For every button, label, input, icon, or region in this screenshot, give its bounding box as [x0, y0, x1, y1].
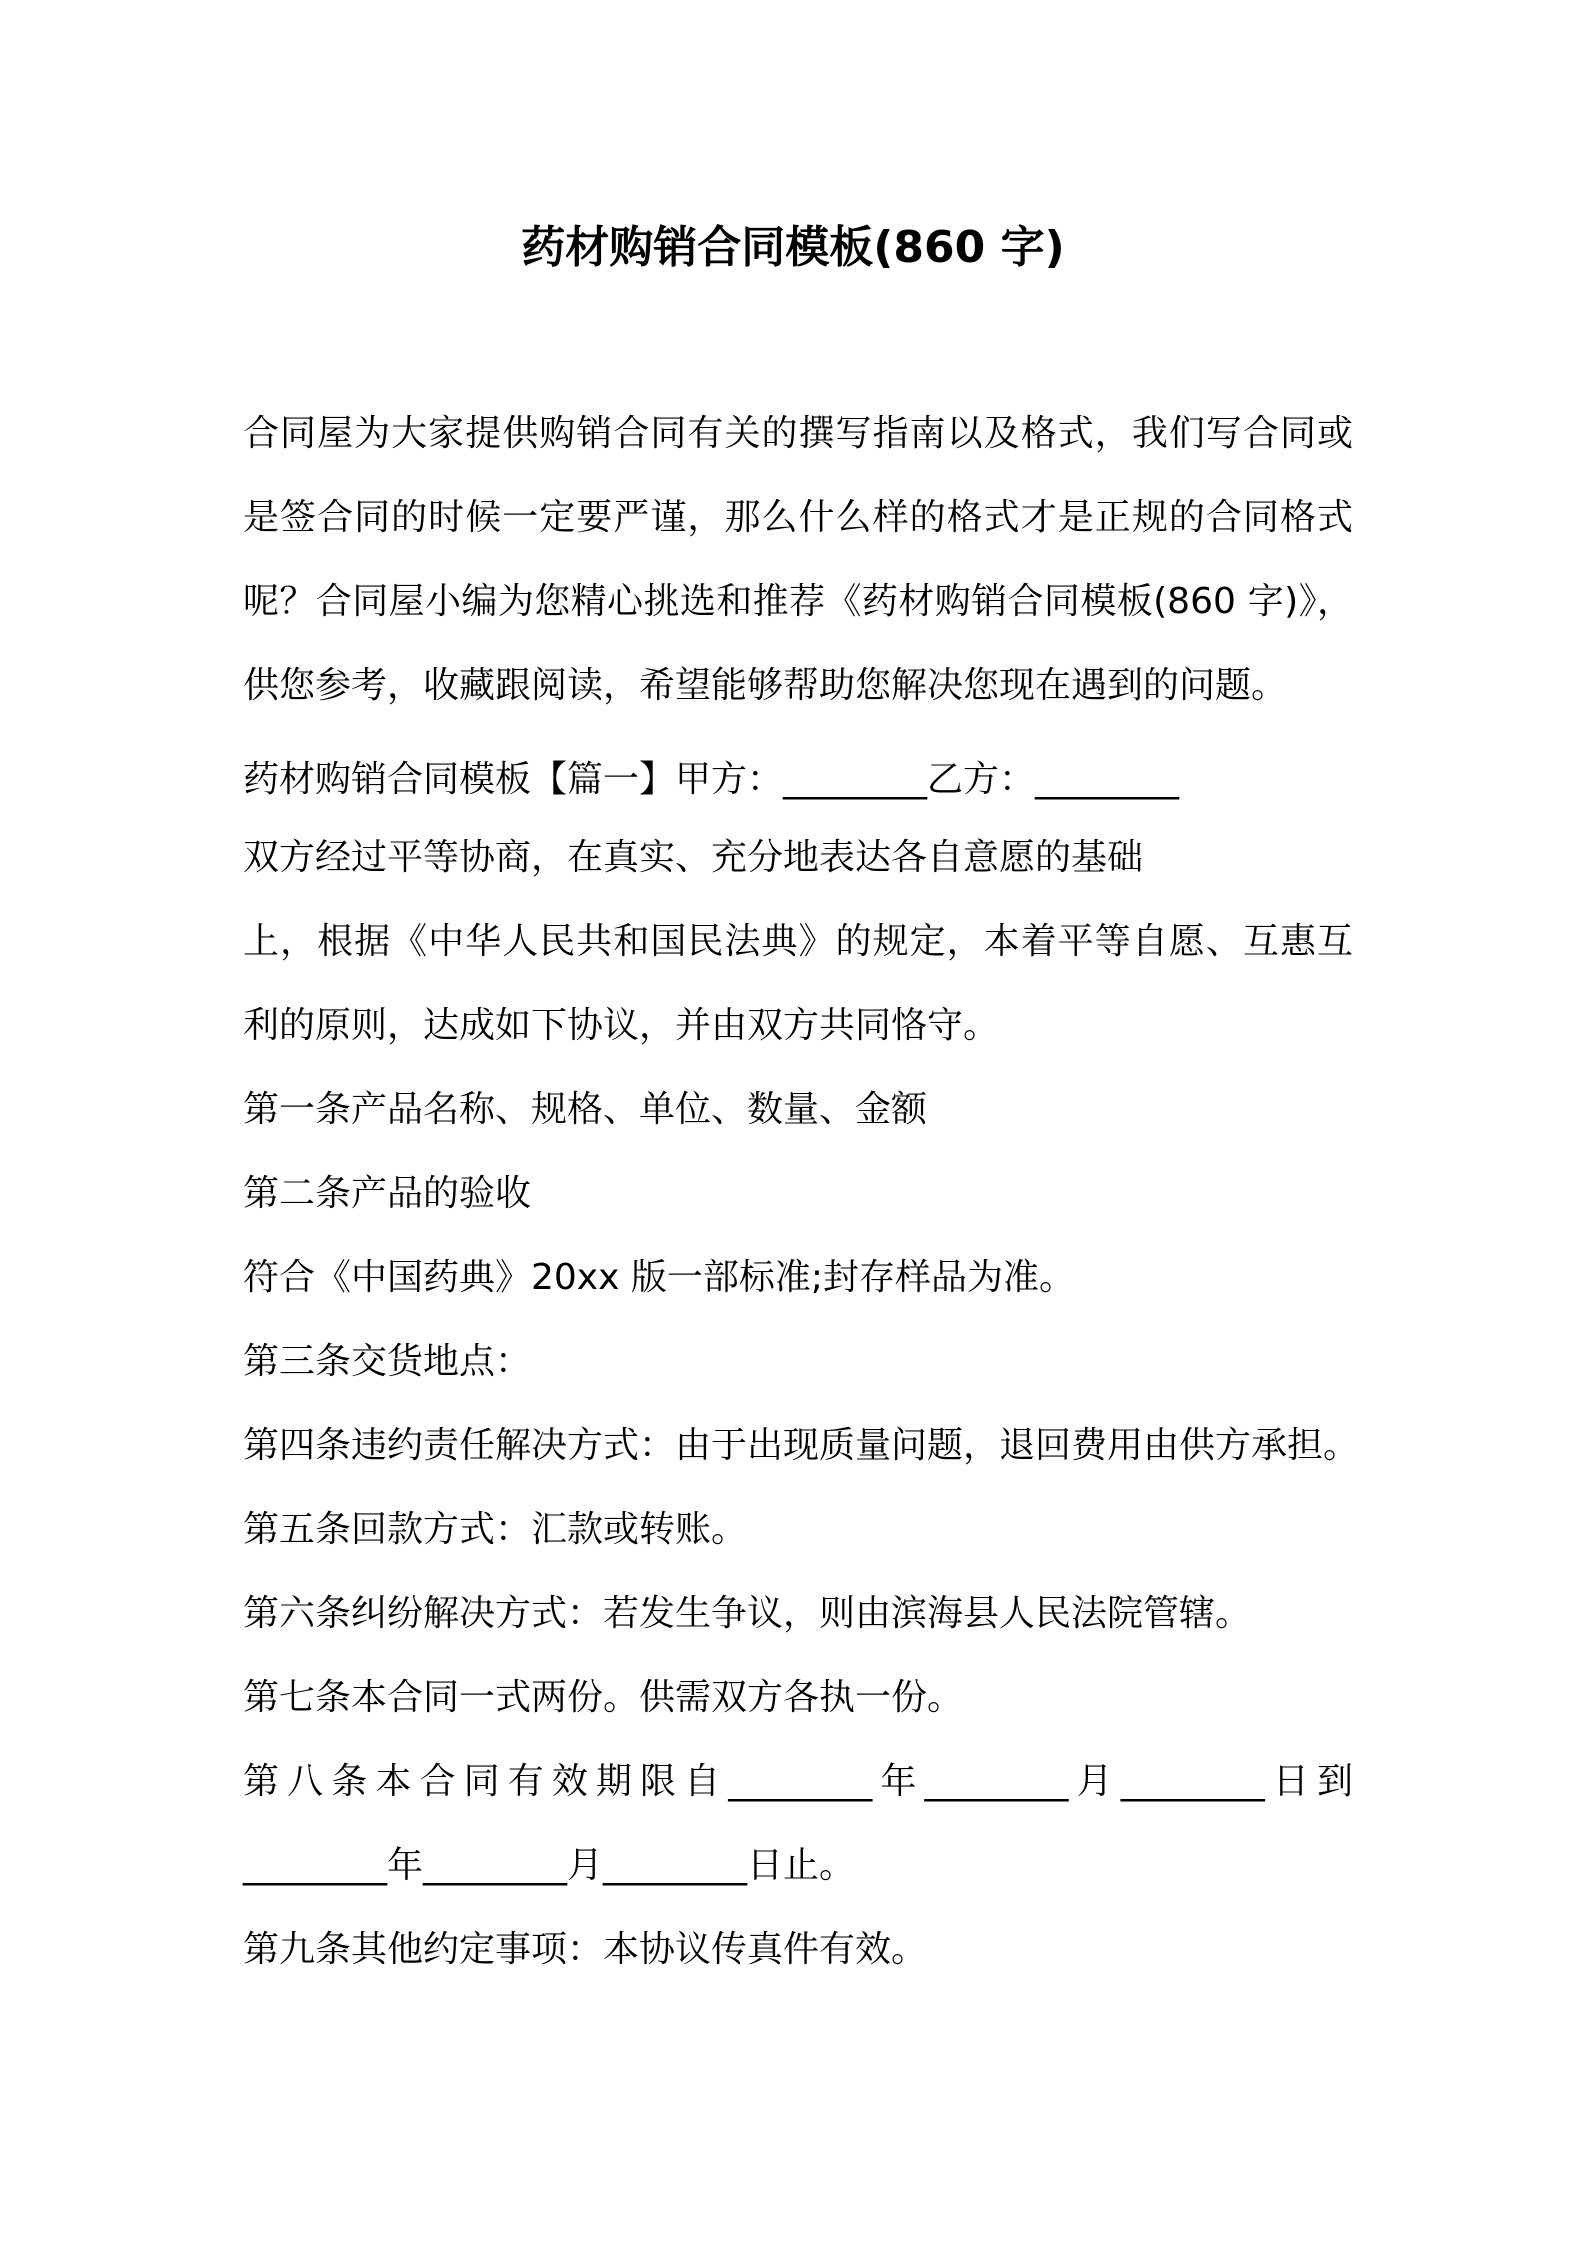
intro-line-3: 呢？合同屋小编为您精心挑选和推荐《药材购销合同模板(860 字)》， — [243, 581, 1353, 622]
article-8-line-2: ________年________月________日止。 — [243, 1845, 856, 1886]
article-7: 第七条本合同一式两份。供需双方各执一份。 — [243, 1677, 964, 1718]
article-2: 第二条产品的验收 — [243, 1173, 532, 1214]
article-2-detail: 符合《中国药典》20xx 版一部标准;封存样品为准。 — [243, 1257, 1075, 1298]
article-8-line-1: 第八条本合同有效期限自________年________月________日到 — [243, 1761, 1353, 1802]
intro-line-4: 供您参考，收藏跟阅读，希望能够帮助您解决您现在遇到的问题。 — [243, 665, 1288, 706]
article-4: 第四条违约责任解决方式：由于出现质量问题，退回费用由供方承担。 — [243, 1425, 1360, 1466]
article-3: 第三条交货地点： — [243, 1341, 532, 1382]
article-6: 第六条纠纷解决方式：若发生争议，则由滨海县人民法院管辖。 — [243, 1593, 1252, 1634]
document-title: 药材购销合同模板(860 字) — [521, 222, 1065, 273]
contract-header-line: 药材购销合同模板【篇一】甲方：________乙方：________ — [243, 759, 1180, 800]
intro-line-2: 是签合同的时候一定要严谨，那么什么样的格式才是正规的合同格式 — [243, 497, 1353, 538]
preamble-line-2: 上，根据《中华人民共和国民法典》的规定，本着平等自愿、互惠互 — [243, 921, 1353, 962]
article-1: 第一条产品名称、规格、单位、数量、金额 — [243, 1089, 928, 1130]
preamble-line-1: 双方经过平等协商，在真实、充分地表达各自意愿的基础 — [243, 837, 1144, 878]
intro-line-1: 合同屋为大家提供购销合同有关的撰写指南以及格式，我们写合同或 — [243, 413, 1353, 454]
preamble-line-3: 利的原则，达成如下协议，并由双方共同恪守。 — [243, 1005, 1000, 1046]
article-9: 第九条其他约定事项：本协议传真件有效。 — [243, 1929, 928, 1970]
article-5: 第五条回款方式：汇款或转账。 — [243, 1509, 748, 1550]
